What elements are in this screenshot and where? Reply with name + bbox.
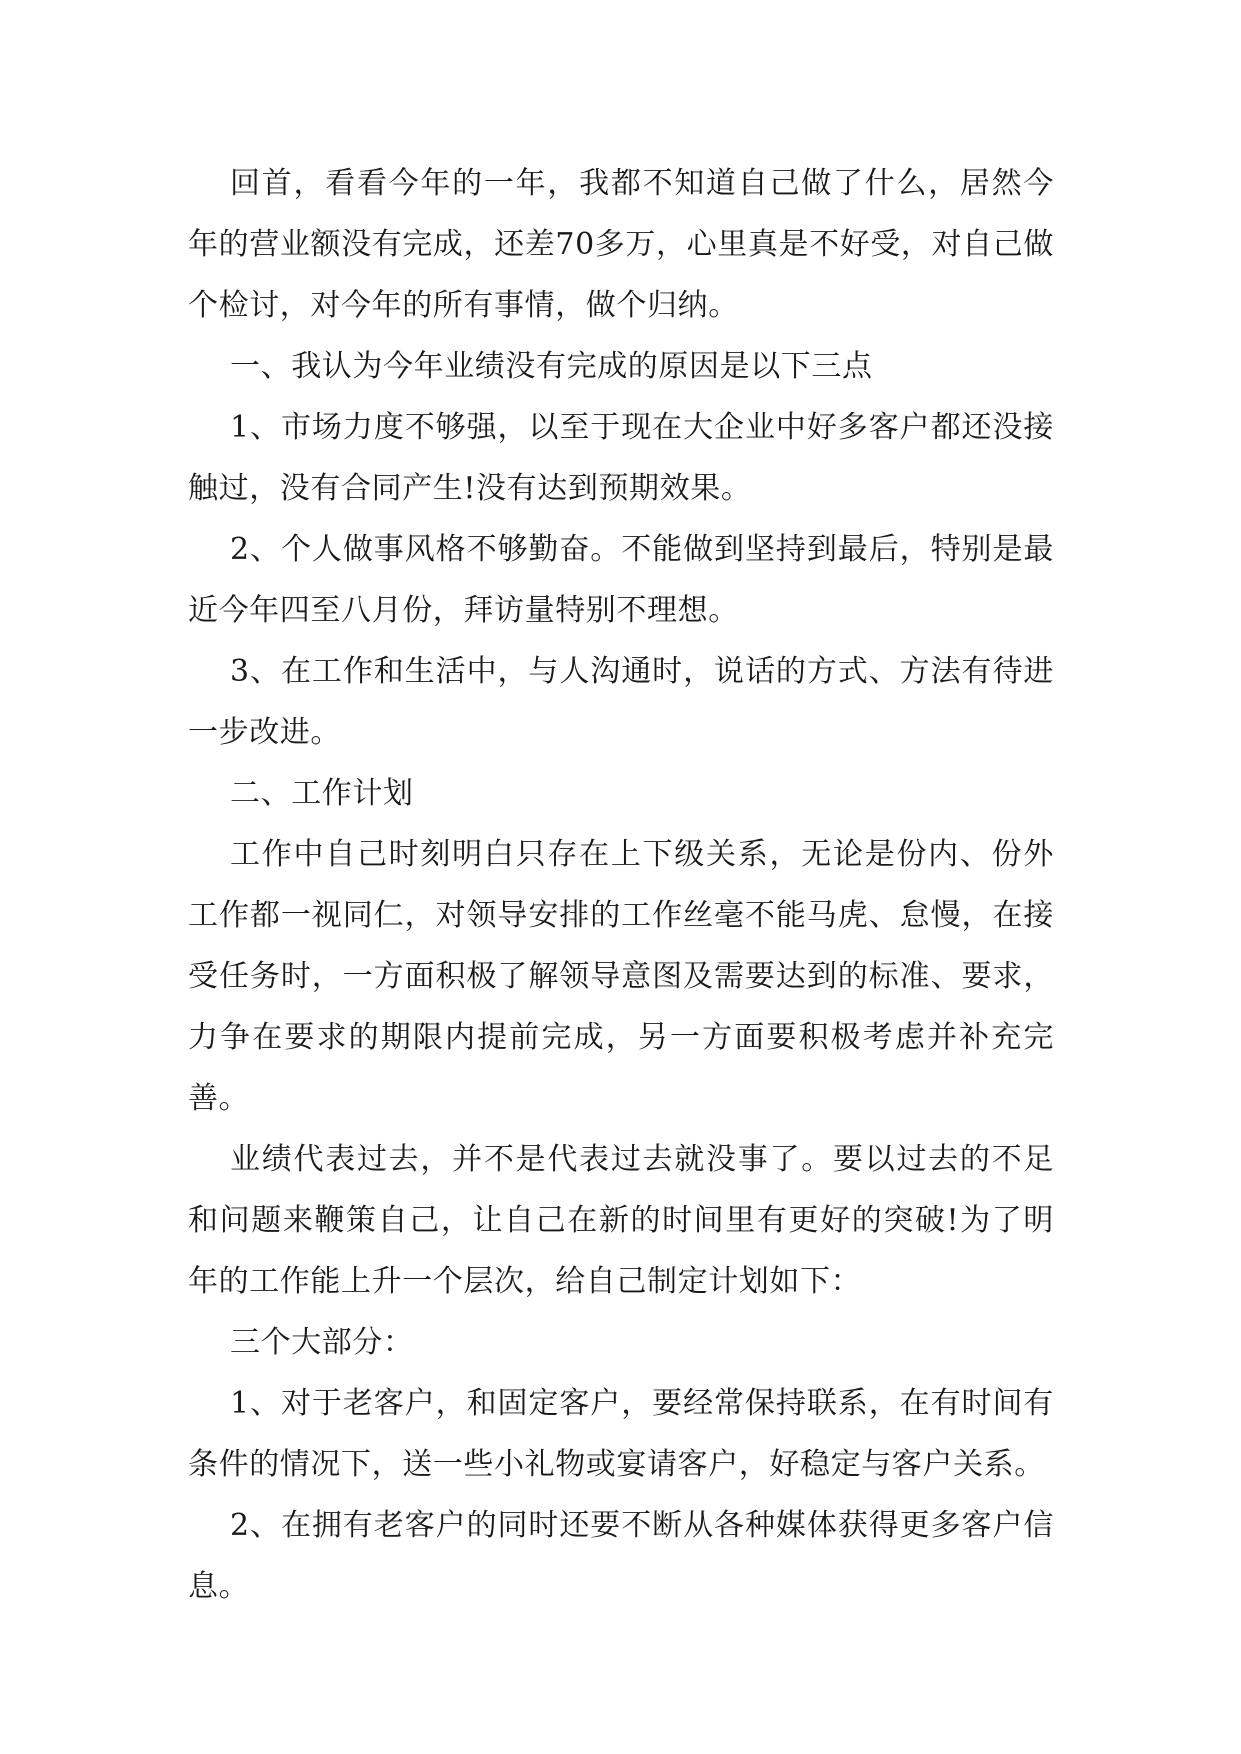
paragraph-reason-2: 2、个人做事风格不够勤奋。不能做到坚持到最后，特别是最近今年四至八月份，拜访量特别不理想。 (188, 532, 1054, 628)
paragraph-intro: 回首，看看今年的一年，我都不知道自己做了什么，居然今年的营业额没有完成，还差70多万，心里真是不好受，对自己做个检讨，对今年的所有事情，做个归纳。 (188, 166, 1054, 323)
paragraph-reason-1: 1、市场力度不够强，以至于现在大企业中好多客户都还没接触过，没有合同产生!没有达到预期效果。 (188, 410, 1054, 506)
paragraph-plan-2: 2、在拥有老客户的同时还要不断从各种媒体获得更多客户信息。 (188, 1508, 1054, 1604)
paragraph-reason-3: 3、在工作和生活中，与人沟通时，说话的方式、方法有待进一步改进。 (188, 654, 1054, 750)
heading-reasons: 一、我认为今年业绩没有完成的原因是以下三点 (230, 349, 873, 384)
paragraph-work-attitude: 工作中自己时刻明白只存在上下级关系，无论是份内、份外工作都一视同仁，对领导安排的工作丝毫不能马虎、怠慢，在接受任务时，一方面积极了解领导意图及需要达到的标准、要求，力争在要求的期限内提前完成，另一方面要积极考虑并补充完善。 (188, 837, 1054, 1116)
heading-three-parts: 三个大部分： (230, 1325, 414, 1360)
paragraph-performance: 业绩代表过去，并不是代表过去就没事了。要以过去的不足和问题来鞭策自己，让自己在新的时间里有更好的突破!为了明年的工作能上升一个层次，给自己制定计划如下： (188, 1142, 1054, 1299)
document-body (188, 153, 1054, 1617)
paragraph-plan-1: 1、对于老客户，和固定客户，要经常保持联系，在有时间有条件的情况下，送一些小礼物或宴请客户，好稳定与客户关系。 (188, 1386, 1054, 1482)
heading-work-plan: 二、工作计划 (230, 776, 414, 811)
